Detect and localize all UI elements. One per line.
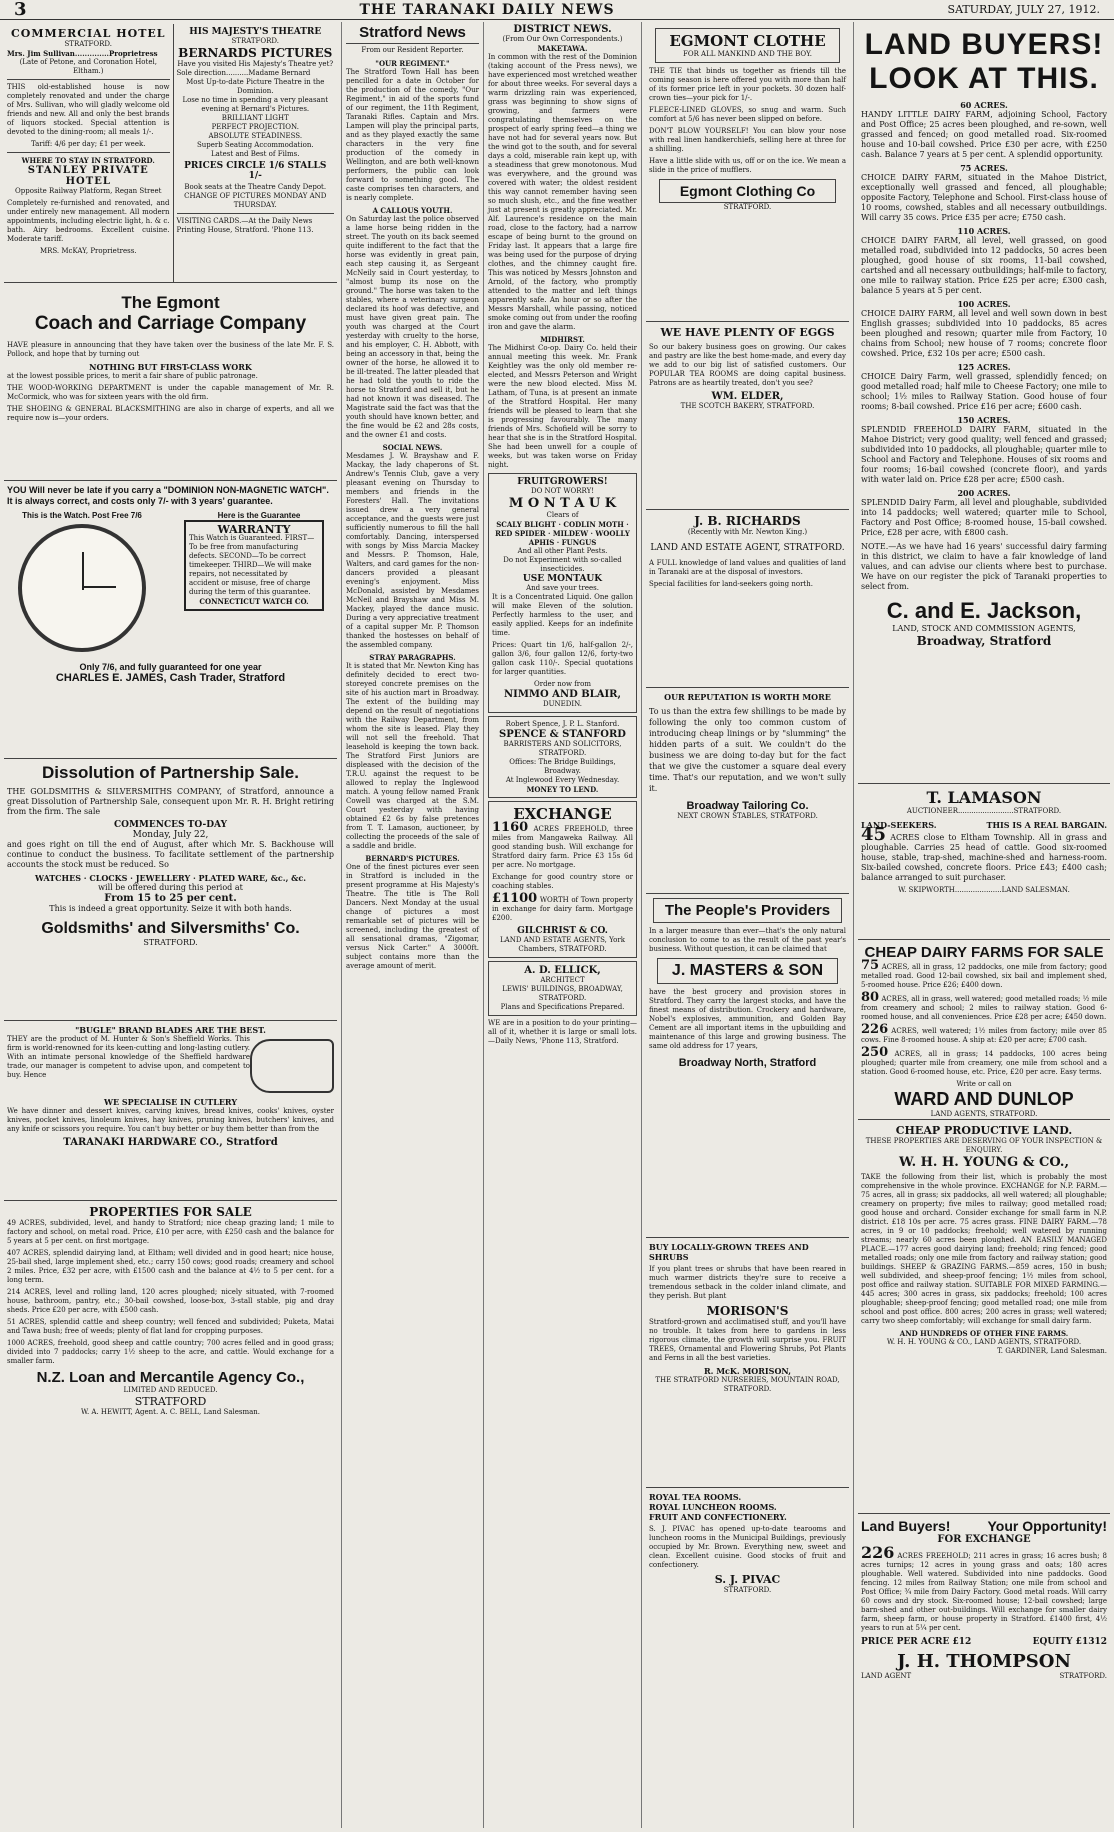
- ad-body: ACRES FREEHOLD, three miles from Mangaweka Railway. All good standing bush. Will exchange for Stratford dairy farm. Price £3 15s 6d per acre. No mortgage.: [492, 825, 633, 869]
- ad-place: STRATFORD.: [64, 40, 113, 48]
- masters-grocery-ad: [646, 894, 849, 1238]
- column-5: [854, 22, 1114, 1828]
- jackson-land-ad: [858, 24, 1110, 784]
- acreage: 1160: [492, 820, 529, 835]
- ad-inglewood: At Inglewood Every Wednesday.: [505, 776, 620, 784]
- ad-place: STRATFORD.: [1059, 1672, 1107, 1680]
- ad-limited: LIMITED AND REDUCED.: [123, 1386, 218, 1394]
- ad-title: STANLEY PRIVATE HOTEL: [27, 165, 149, 187]
- ad-role: LAND AND ESTATE AGENT, STRATFORD.: [650, 543, 845, 553]
- theatre-line: ABSOLUTE STEADINESS.: [208, 132, 303, 140]
- ad-title: BUY LOCALLY-GROWN TREES AND SHRUBS: [649, 1242, 809, 1262]
- ad-name: WM. ELDER,: [711, 391, 784, 402]
- theatre-place: STRATFORD.: [231, 37, 280, 45]
- ad-name: S. J. PIVAC: [714, 1573, 781, 1586]
- ad-body: DON'T BLOW YOURSELF! You can blow your nose with real linen handkerchiefs, selling here at three for a shilling.: [649, 127, 846, 153]
- ad-title: CHEAP PRODUCTIVE LAND.: [895, 1124, 1073, 1137]
- ad-sub: (Recently with Mr. Newton King.): [687, 528, 808, 536]
- news-body: One of the finest pictures ever seen in Stratford is included in the present programme at His Majesty's Theatre. The title is The Roll Dancers. Next Monday at the usual change of pictures a most remarkable set of pictures will be screened, including the greatest of all sensational dramas, "Zigomar, versus Nick Carter." A 3000ft. subject contains more than the average amount of merit.: [346, 863, 479, 970]
- ad-body: TAKE the following from their list, which is probably the most comprehensive in the whole province. EXCHANGE for N.P. FARM.—75 acres, all in grass; six paddocks, all well watered; all ploughable; creamery on property; five miles to railway; good metalled road; good house and orchard. Consider exchange for small farm in N.P. district. £18 10s per acre. 75 acres grass. FINE DAIRY FARM.—78 acres, in 9 or 10 paddocks; freehold; well watered by running streams; nearly 60 acres been ploughed. AN EASILY MANAGED PLACE.—177 acres good dairying land; freehold; ring fenced; good metalled roads; only one mile from factory and railway station; good buildings. SHEEP & GRAZING FARMS.—859 acres, 150 in bush; well subdivided, and sheep-proof fencing; 1½ miles from school, post office and railway station. SUITABLE FOR MIXED FARMING.—445 acres; 300 acres in grass, six paddocks; freehold; 100 acres ploughable; sheep-proof fencing; good metalled road; one mile from school and post office. 800 acres; 200 acres in grass; well watered; carry two sheep comfortably; will exchange for small dairy farm.: [861, 1173, 1107, 1325]
- listing-body: CHOICE Dairy Farm, well grassed, splendidly fenced; on good metalled road; half mile to Cheese Factory; one mile to school; 1½ miles to Railway Station. Good house of four rooms; 8-bail cowshed. Price £16 per acre; £600 cash.: [861, 372, 1107, 411]
- listing-body: CHOICE DAIRY FARM, all level and well sown down in best English grasses; subdivided into 10 paddocks, 85 acres been ploughed and resown; quarter mile from Factory, 10 chains from School; new house of 7 rooms; concrete floor cowshed. Price, £32 10s per acre; £500 cash.: [861, 309, 1107, 358]
- ad-items: WATCHES · CLOCKS · JEWELLERY · PLATED WARE, &c., &c.: [34, 873, 307, 883]
- architect-ad: [488, 961, 637, 1016]
- coach-company-ad: [4, 283, 337, 481]
- masthead: [0, 0, 1114, 20]
- theatre-line: BRILLIANT LIGHT: [221, 114, 289, 122]
- ad-place: Opposite Railway Platform, Regan Street: [15, 187, 162, 195]
- ad-title: PROPERTIES FOR SALE: [89, 1205, 252, 1219]
- listing-body: HANDY LITTLE DAIRY FARM, adjoining School, Factory and Post Office; 25 acres been ploughed, and re-sown, well grassed and fenced; on good metalled road. Six-roomed house and 10-bail cowshed. Price £30 per acre, with £250 cash. Balance 7 years at 5 per cent. A splendid opportunity.: [861, 110, 1107, 159]
- section-title: DISTRICT NEWS.: [513, 24, 612, 35]
- ad-body: Stratford-grown and acclimatised stuff, and you'll have no trouble. It takes from here to gardens in less rigorous climate, the growth will surprise you. FRUIT TREES, Ornamental and Flowering Shrubs, Pot Plants and Ferns in all the best varieties.: [649, 1318, 846, 1362]
- acreage: 250: [861, 1045, 889, 1060]
- ad-line: ROYAL TEA ROOMS.: [649, 1492, 742, 1502]
- column-3: [484, 22, 642, 1828]
- ad-body: have the best grocery and provision stores in Stratford. They carry the largest stocks, and have the finest means of distribution. Crockery and hardware, Nobel's explosives, ammunition, and Golden Bay Cement are all important items in the upbuilding and maintenance of this large and growing business. The same old address for 17 years,: [649, 988, 846, 1050]
- ad-body: ACRES close to Eltham Township. All in grass and ploughable. Carries 25 head of cattle. Good six-roomed house, stable, trap-shed, machine-shed and harness-room. Six-bailed cowshed, concrete floors. Price £43; £400 cash; balance arranged to suit purchaser.: [861, 833, 1107, 882]
- ad-place: STRATFORD.: [143, 938, 198, 947]
- lamason-ad: [858, 784, 1110, 940]
- ad-offices: Offices: The Bridge Buildings, Broadway.: [509, 758, 616, 775]
- news-heading: SOCIAL NEWS.: [382, 443, 443, 452]
- ad-place: STRATFORD: [134, 1395, 207, 1408]
- ad-body: So our bakery business goes on growing. Our cakes and pastry are like the best home-made, and every day we add to our big list of satisfied customers. Our POPULAR TEA ROOMS are doing capital business. Patrons are as heartily treated, don't you see?: [649, 343, 846, 387]
- ad-firm: Broadway Tailoring Co.: [686, 800, 809, 812]
- ad-body: S. J. PIVAC has opened up-to-date tearooms and luncheon rooms in the Municipal Buildings, previously occupied by Mr. Brown. Everything new, sweet and clean. Excellent cuisine. Good stocks of fruit and confectionery.: [649, 1525, 846, 1569]
- ad-role: LAND AND ESTATE AGENTS, York Chambers, STRATFORD.: [500, 936, 625, 953]
- ad-owner-note: (Late of Petone, and Coronation Hotel, Eltham.): [19, 58, 157, 75]
- ad-address: Broadway, Stratford: [916, 634, 1052, 648]
- ad-address: Broadway North, Stratford: [678, 1057, 817, 1069]
- news-section: [346, 443, 479, 650]
- ad-line: THIS IS A REAL BARGAIN.: [986, 820, 1107, 830]
- ad-pests-more: And all other Plant Pests.: [517, 547, 608, 555]
- exchange-ad: [488, 801, 637, 958]
- bakery-ad: [646, 322, 849, 510]
- byline: From our Resident Reporter.: [361, 46, 464, 54]
- ad-place: DUNEDIN.: [542, 700, 583, 708]
- theatre-prices: PRICES CIRCLE 1/6 STALLS 1/-: [184, 161, 327, 181]
- ad-body: Special facilities for land-seekers going north.: [649, 580, 813, 588]
- montauk-ad: [488, 473, 637, 713]
- news-heading: STRAY PARAGRAPHS.: [369, 653, 456, 662]
- ad-firm: GILCHRIST & CO.: [517, 926, 608, 936]
- theatre-change: CHANGE OF PICTURES MONDAY AND THURSDAY.: [184, 192, 327, 209]
- ad-firm: Goldsmiths' and Silversmiths' Co.: [41, 920, 300, 937]
- news-heading: "OUR REGIMENT.": [375, 59, 450, 68]
- ad-owner: MRS. McKAY, Proprietress.: [39, 247, 137, 255]
- acreage: 75: [861, 958, 880, 973]
- ad-owner: Mrs. Jim Sullivan..............Proprietress: [7, 49, 158, 58]
- ad-firm: SPENCE & STANFORD: [499, 729, 626, 740]
- ad-address: THE STRATFORD NURSERIES, MOUNTAIN ROAD, STRATFORD.: [655, 1376, 840, 1393]
- ad-note: NOTE.—As we have had 16 years' successful dairy farming in this district, we claim to have a fair knowledge of land values, and can advise our clients where best to purchase. We have on our register the pick of Taranaki properties to select from.: [861, 542, 1107, 591]
- listing-body: ACRES, all in grass; 14 paddocks, 100 acres being ploughed; quarter mile from creamery, one mile from school and a station. Good 6-roomed house, etc. Price, £20 per acre. Easy terms.: [861, 1050, 1107, 1076]
- ad-firm: N.Z. Loan and Mercantile Agency Co.,: [36, 1369, 305, 1386]
- ad-closing: This is indeed a great opportunity. Seize it with both hands.: [49, 904, 292, 913]
- commercial-hotel-ad: [4, 24, 174, 282]
- ad-addr: LEWIS' BUILDINGS, BROADWAY, STRATFORD.: [502, 985, 623, 1002]
- ad-money: MONEY TO LEND.: [526, 785, 599, 794]
- ad-role: LAND AGENTS, STRATFORD.: [930, 1110, 1038, 1118]
- ad-name: R. McK. MORISON,: [703, 1366, 791, 1376]
- byline: (From Our Own Correspondents.): [502, 35, 623, 43]
- ad-agent: W. SKIPWORTH.....................LAND SALESMAN.: [898, 886, 1070, 894]
- ad-firm: TARANAKI HARDWARE CO., Stratford: [63, 1137, 278, 1148]
- ad-title: EXCHANGE: [513, 805, 612, 823]
- theatre-line: Latest and Best of Films.: [210, 150, 300, 158]
- acreage: 80: [861, 990, 880, 1005]
- ad-title: Dissolution of Partnership Sale.: [42, 763, 299, 782]
- listing-body: ACRES, well watered; 1½ miles from factory; mile over 85 cows. Fine 8-roomed house. A ship at: £20 per acre; £700 cash.: [861, 1027, 1107, 1044]
- issue-date: SATURDAY, JULY 27, 1912.: [947, 3, 1100, 16]
- listing-heading: 200 ACRES.: [957, 488, 1011, 498]
- acreage: 226: [861, 1022, 889, 1037]
- ward-dunlop-ad: [858, 940, 1110, 1120]
- theatre-line: Lose no time in spending a very pleasant evening at Bernard's Pictures.: [182, 96, 329, 113]
- ad-offered: will be offered during this period at: [98, 883, 243, 892]
- ad-body: In a larger measure than ever—that's the only natural conclusion to come to as the result of the past year's business. Without question, it can be claimed that: [649, 927, 846, 953]
- ad-line: FRUIT AND CONFECTIONERY.: [649, 1512, 787, 1522]
- ad-body: If you plant trees or shrubs that have been reared in much warmer districts they're sure to receive a tremendous setback in the colder inland climate, and they perish. But plant: [649, 1265, 846, 1300]
- ad-title: "BUGLE" BRAND BLADES ARE THE BEST.: [75, 1025, 266, 1035]
- ad-title: OUR REPUTATION IS WORTH MORE: [664, 692, 831, 702]
- ad-tariff: Tariff: 4/6 per day; £1 per week.: [31, 140, 146, 148]
- dissolution-sale-ad: [4, 759, 337, 1021]
- ad-more: AND HUNDREDS OF OTHER FINE FARMS.: [899, 1329, 1069, 1338]
- ad-title: Your Opportunity!: [987, 1518, 1107, 1534]
- ad-headline: YOU Will never be late if you carry a "DOMINION NON-MAGNETIC WATCH". It is always correct, and costs only 7/- with 3 years' guarantee.: [7, 485, 329, 506]
- ad-caption: Here is the Guarantee: [217, 511, 301, 520]
- ad-names: Robert Spence, J. P. L. Stanford.: [505, 720, 620, 728]
- ad-sub: FOR EXCHANGE: [937, 1534, 1031, 1545]
- theatre-director: Sole direction..........Madame Bernard: [176, 69, 311, 77]
- warranty-card: [184, 520, 324, 611]
- ad-specialty: WE SPECIALISE IN CUTLERY: [103, 1097, 238, 1107]
- visiting-cards-notice: VISITING CARDS.—At the Daily News Printing House, Stratford. 'Phone 113.: [176, 217, 314, 234]
- ad-name: T. LAMASON: [926, 788, 1042, 807]
- ad-seller: CHARLES E. JAMES, Cash Trader, Stratford: [55, 672, 286, 684]
- ad-role: ARCHITECT: [540, 976, 585, 984]
- theatre-name: HIS MAJESTY'S THEATRE: [189, 27, 322, 37]
- ad-agents: W. A. HEWITT, Agent. A. C. BELL, Land Salesman.: [80, 1408, 261, 1416]
- egmont-clothe-ad: [646, 24, 849, 322]
- listing-heading: 100 ACRES.: [957, 299, 1011, 309]
- hardware-ad: [4, 1021, 337, 1201]
- ad-plans: Plans and Specifications Prepared.: [500, 1003, 625, 1011]
- ad-body: To us than the extra few shillings to be made by following the only too common custom of introducing cheap linings or by "slumming" the hidden parts of a suit. We couldn't do the business we are doing to-day but for the fact that we give the customer a square deal every time. That's our reputation, and we won't sully it.: [649, 707, 846, 793]
- ad-title: The Egmont: [121, 293, 220, 312]
- ad-clears: Clears of: [546, 511, 579, 519]
- news-section: [346, 59, 479, 203]
- ad-body: THIS old-established house is now completely renovated and under the charge of Mrs. Sullivan, who will gladly welcome old friends and new. All and only the best brands of liquors stocked. Special attention is devoted to the dining-room; all meals 1/-.: [7, 83, 170, 136]
- ad-warning: Do not Experiment with so-called insecticides.: [503, 556, 622, 573]
- ad-use: USE MONTAUK: [522, 574, 603, 584]
- land-agent-ad: [646, 510, 849, 688]
- ad-equity: EQUITY £1312: [1032, 1637, 1107, 1647]
- ad-title: COMMERCIAL HOTEL: [11, 27, 166, 40]
- news-section: [346, 653, 479, 851]
- property-listing: 51 ACRES, splendid cattle and sheep country; well fenced and subdivided; Puketa, Matai and Tawa bush; free of weeds; plenty of flat land for cropping purposes.: [7, 1318, 334, 1335]
- ad-sub: DO NOT WORRY!: [530, 487, 595, 495]
- nursery-ad: [646, 1238, 849, 1488]
- warranty-issuer: CONNECTICUT WATCH CO.: [199, 597, 309, 606]
- ad-body: Completely re-furnished and renovated, and under entirely new management. All modern appointments, including electric light, h. & c. bath. Airy bedrooms. Excellent cuisine. Moderate tariff.: [7, 199, 170, 243]
- ad-firm: MORISON'S: [706, 1304, 789, 1318]
- ad-title: WE HAVE PLENTY OF EGGS: [660, 326, 835, 339]
- listing-heading: 110 ACRES.: [957, 226, 1011, 236]
- pointing-hand-icon: [250, 1039, 334, 1093]
- properties-for-sale-ad: [4, 1201, 337, 1501]
- listing-body: SPLENDID FREEHOLD DAIRY FARM, situated in the Mahoe District; very good quality; well fenced and grassed; subdivided into 10 paddocks, all ploughable; quarter mile to School and Factory and Telephone. Houses of six rooms and four rooms; 16-bail cowshed (concrete floor), and yards with water laid on. Price £28 per acre; £500 cash.: [861, 425, 1107, 484]
- ad-body: at the lowest possible prices, to merit a fair share of public patronage.: [7, 372, 258, 380]
- listing-body: SPLENDID Dairy Farm, all level and ploughable, subdivided into 14 paddocks; well watered; quarter mile to School, Factory and Post Office; 8-roomed house, 15-bail cowshed. Price, £28 per acre, with £800 cash.: [861, 498, 1107, 537]
- news-heading: A CALLOUS YOUTH.: [372, 206, 453, 215]
- ad-firm: THE SCOTCH BAKERY, STRATFORD.: [680, 402, 815, 410]
- tailoring-ad: [646, 688, 849, 894]
- ad-line: LAND-SEEKERS.: [861, 820, 937, 830]
- printing-notice: WE are in a position to do your printing—all of it, whether it is large or small lots.—Daily News, 'Phone 113, Stratford.: [488, 1019, 637, 1045]
- section-title: Stratford News: [346, 24, 479, 44]
- theatre-ad: [174, 24, 338, 282]
- ad-name: J. H. THOMPSON: [897, 1651, 1071, 1672]
- listing-body: CHOICE DAIRY FARM, all level, well grassed, on good metalled road, subdivided into 12 paddocks, 50 acres been ploughed, good house of six rooms, 11-bail cowshed, cartshed and all necessary outbuildings; half-mile to factory, one mile to railway station. Price £25 per acre; £300 cash, balance 5 years at 5 per cent.: [861, 236, 1107, 295]
- ad-title: LOOK AT THIS.: [869, 62, 1099, 95]
- ad-body: FLEECE-LINED GLOVES, so snug and warm. Such comfort at 5/6 has never been slipped on before.: [649, 106, 846, 123]
- column-2: [342, 22, 484, 1828]
- theatre-title: BERNARDS PICTURES: [178, 46, 333, 60]
- news-body: In common with the rest of the Dominion (taking account of the Press news), we have experienced most wretched weather for about three weeks. For several days a warm drizzling rain was experienced, grass was beginning to show signs of growing, and farmers were congratulating themselves on the prospect of early spring feed—a thing we have not had for several years now. But the wind got to the south, and for several days a cold, miserable rain kept up, with a steadiness that grew monotonous. Mud was everywhere, and the ground was covered with water; the oldest resident this way cannot remember having seen so much slush, etc., and the fine weather just at present is greatly appreciated. Mr. Alf. Laurence's residence on the main road, close to the factory, had a narrow escape of being burnt to the ground on Friday last. It appears that a large fire was being used for the purpose of drying clothes, and the chimney caught fire. This was noticed by Messrs Johnston and Arnold, of the factory, who promptly attended to the matter and left things apparently safe. An hour or so after the Messrs Marshall, while passing, noticed smoke coming out from under the roofing iron and gave the alarm.: [488, 53, 637, 331]
- listing-heading: 150 ACRES.: [957, 415, 1011, 425]
- ad-body: A FULL knowledge of land values and qualities of land in Taranaki are at the disposal of investors.: [649, 559, 846, 576]
- ad-role: AUCTIONEER.........................STRATFORD.: [906, 807, 1062, 815]
- ad-firm: Egmont Clothing Co: [679, 183, 816, 199]
- ad-salesman: T. GARDINER, Land Salesman.: [997, 1347, 1107, 1355]
- ad-title: EGMONT CLOTHE: [669, 32, 826, 50]
- amount: £1100: [492, 891, 538, 906]
- pocket-watch-icon: [18, 524, 146, 652]
- ad-title: LAND BUYERS!: [864, 28, 1104, 61]
- ad-place: STRATFORD.: [723, 1586, 772, 1594]
- listing-body: ACRES, all in grass, 12 paddocks, one mile from factory; good metalled road. Good 12-bail cowshed, six bail and implement shed, 5-roomed house. Price £26; £400 down.: [861, 963, 1107, 989]
- listing-heading: 125 ACRES.: [957, 362, 1011, 372]
- ad-title: The People's Providers: [664, 902, 831, 919]
- ad-title: Land Buyers!: [861, 1518, 951, 1534]
- warranty-title: WARRANTY: [217, 523, 291, 536]
- ad-line: ROYAL LUNCHEON ROOMS.: [649, 1502, 777, 1512]
- ad-name: J. B. RICHARDS: [694, 514, 801, 528]
- news-heading: MIDHIRST.: [540, 335, 585, 344]
- ad-place: NEXT CROWN STABLES, STRATFORD.: [677, 812, 818, 820]
- property-listing: 407 ACRES, splendid dairying land, at Eltham; well divided and in good heart; nice house, 25-bail shed, large implement shed, etc.; carry 150 cows; good roads; creamery and school 2 miles. Price, £32 per acre, with £1500 cash and the balance at 4½ to 5 per cent. for a long term.: [7, 1249, 334, 1284]
- ad-firm: W. H. H. YOUNG & CO.,: [899, 1155, 1069, 1170]
- ad-price: PRICE PER ACRE £12: [861, 1637, 972, 1647]
- ad-save: And save your trees.: [526, 584, 599, 592]
- ad-body: THEY are the product of M. Hunter & Son's Sheffield Works. This firm is world-renowned for its keen-cutting and long-lasting cutlery. With an intimate personal knowledge of the Sheffield hardware trade, our manager is competent to advise upon, and competent to buy. Hence: [7, 1035, 250, 1079]
- page-number: 3: [14, 0, 27, 20]
- ad-discount: From 15 to 25 per cent.: [104, 893, 237, 904]
- news-heading: BERNARD'S PICTURES.: [365, 854, 460, 863]
- property-listing: 214 ACRES, level and rolling land, 120 acres ploughed; nicely situated, with 7-roomed house, bathroom, pantry, etc.; 30-bail cowshed, loose-box, 3-stall stable, pig and dray sheds. Price £20 per acre, with £500 cash.: [7, 1288, 334, 1314]
- ad-body: THE GOLDSMITHS & SILVERSMITHS COMPANY, of Stratford, announce a great Dissolution of Partnership Sale, consequent upon Mr. R. H. Bright retiring from the firm. The sale: [7, 787, 334, 816]
- acreage: 226: [861, 1543, 895, 1562]
- news-section: [346, 206, 479, 440]
- warranty-body: This Watch is Guaranteed. FIRST—To be free from manufacturing defects. SECOND—To be correct timekeeper. THIRD—We will make repairs, not necessitated by accident or misuse, free of charge during the term of this guarantee.: [189, 534, 315, 596]
- ad-body: Exchange for good country store or coaching stables.: [492, 873, 633, 890]
- watch-ad: [4, 481, 337, 759]
- ad-sub: THESE PROPERTIES ARE DESERVING OF YOUR INSPECTION & ENQUIRY.: [865, 1137, 1103, 1154]
- ad-role: LAND, STOCK AND COMMISSION AGENTS,: [892, 624, 1076, 633]
- place-heading: MAKETAWA.: [537, 44, 588, 53]
- ad-head: FRUITGROWERS!: [517, 477, 608, 487]
- listing-heading: 75 ACRES.: [960, 163, 1008, 173]
- news-body: Mesdames J. W. Brayshaw and F. Mackay, the lady chaperons of St. Andrew's Tennis Club, gave a very pleasant evening on Thursday to members and friends in the Foresters' Hall. The invitations issued drew a very general acceptance, and the guests were just sufficiently numerous to fill the hall comfortably. Dancing, interspersed with songs by Miss Marcia Mackey and Messrs. P. Thomson, Hale, Walters, and card games for the non-dancers provided a pleasant evening's enjoyment. Miss McDonald, assisted by Mesdames McNeil and Brayshaw and Miss M. Mackey, played the dance music. During a very appreciative treatment of a capital supper Mr. P. Thomson thanked the hostesses on behalf of the assembled company.: [346, 452, 479, 649]
- ad-intro: WHERE TO STAY IN STRATFORD.: [21, 156, 155, 165]
- ad-title: M O N T A U K: [508, 496, 617, 511]
- tearooms-ad: [646, 1488, 849, 1628]
- listing-body: ACRES, all in grass, well watered; good metalled roads; ½ mile from creamery and school; 2 miles to railway station. Good 6-roomed house, and all conveniences. Price £28 per acre; £450 down.: [861, 995, 1107, 1021]
- ad-place: STRATFORD.: [723, 203, 772, 211]
- listing-body: CHOICE DAIRY FARM, situated in the Mahoe District, exceptionally well grassed and fenced, all ploughable; opposite Factory, Telephone and School. First-class house of 10 rooms, cowshed, stables and all necessary outbuildings. Will carry 35 cows. Price £35 per acre; £750 cash.: [861, 173, 1107, 222]
- ad-write: Write or call on: [956, 1080, 1012, 1088]
- ad-firm: C. and E. Jackson,: [886, 598, 1082, 623]
- ad-body: THE TIE that binds us together as friends till the coming season is here offered you with more than half of its former price left in your pockets. 30 dozen half-crown ties—your pick for 1/-.: [649, 67, 846, 102]
- ad-pests: SCALY BLIGHT · CODLIN MOTH · RED SPIDER · MILDEW · WOOLLY APHIS · FUNGUS: [495, 520, 630, 547]
- ad-caption: This is the Watch. Post Free 7/6: [22, 511, 142, 520]
- theatre-line: PERFECT PROJECTION.: [211, 123, 299, 131]
- ad-body: ACRES FREEHOLD; 211 acres in grass; 16 acres bush; 8 acres turnips; 12 acres in young grass and oats; 180 acres ploughable. Well watered. Subdivided into nine paddocks. Good fencing. 12 miles from Railway Station; one mile from school and Post Office; ¾ mile from Dairy Factory. Good metal roads. Will carry 60 cows and dry stock. Six-roomed house; 12-bail cowshed; large barn-shed and other out-buildings. Will exchange for smaller dairy farm, sheep farm, or house property in Stratford. £1400 first, 4½ years to run at 5¼ per cent.: [861, 1552, 1108, 1632]
- ad-sub: FOR ALL MANKIND AND THE BOY.: [682, 50, 813, 58]
- ad-order: Order now from: [533, 680, 591, 688]
- news-body: The Midhirst Co-op. Dairy Co. held their annual meeting this week. Mr. Frank Keightley was the only old member re-elected, and Messrs Peterson and Wright were the new blood elected. Miss M. Latham, of Tuna, is at present an inmate of the Stratford Hospital. Her many friends will be pleased to learn that she is progressing favourably. The many friends of Mrs. Schofield will be sorry to hear that she is in the Stratford Hospital. She had been unwell for a couple of weeks, but was taken worse on Friday night.: [488, 344, 637, 469]
- ad-title: Coach and Carriage Company: [34, 313, 307, 334]
- newspaper-title: THE TARANAKI DAILY NEWS: [359, 1, 615, 18]
- property-listing: 1000 ACRES, freehold, good sheep and cattle country; 700 acres felled and in good grass; divided into 7 paddocks; carry 1½ sheep to the acre, and cattle. Would exchange for a smaller farm.: [7, 1339, 334, 1365]
- ad-tagline: Only 7/6, and fully guaranteed for one year: [79, 662, 262, 672]
- ad-body: We have dinner and dessert knives, carving knives, bread knives, cooks' knives, oyster knives, pocket knives, linoleum knives, hay knives, pruning knives, butchers' knives, and any knife or scissors you require. You can't buy better or buy them better than from the: [7, 1107, 334, 1133]
- theatre-line: Most Up-to-date Picture Theatre in the Dominion.: [186, 78, 325, 95]
- ad-body: WORTH of Town property in exchange for dairy farm. Mortgage £200.: [492, 896, 633, 922]
- news-body: The Stratford Town Hall has been pencilled for a date in October for the production of the comedy, "Our Regiment," in aid of the sports fund of our regiment, the 11th Regiment, Taranaki Rifles. Captain and Mrs. Lampen will play the principal parts, and as they played exactly the same characters in the very fine production of the comedy in Wellington, and are both well-known performers, the public can look forward to something good. The caste comprises ten characters, and is nearly complete.: [346, 68, 479, 202]
- ad-firm: J. MASTERS & SON: [671, 962, 824, 979]
- ad-prices: Prices: Quart tin 1/6, half-gallon 2/-, gallon 3/6, four gallon 12/6, forty-two gallon cask 110/-. Special quotations for larger quantities.: [492, 641, 633, 676]
- ad-body: HAVE pleasure in announcing that they have taken over the business of the late Mr. F. S. Pollock, and hope that by turning out: [7, 341, 334, 358]
- thompson-ad: [858, 1514, 1110, 1814]
- ad-date: Monday, July 22,: [132, 830, 209, 840]
- theatre-question: Have you visited His Majesty's Theatre yet?: [177, 60, 334, 68]
- property-listing: 49 ACRES, subdivided, level, and handy to Stratford; nice cheap grazing land; 1 mile to factory and school, on metal road. Price, £10 per acre, with £250 cash and the balance for 5 years at 5 per cent. on first mortgage.: [7, 1219, 334, 1245]
- column-4: [642, 22, 854, 1828]
- news-body: On Saturday last the police observed a lame horse being ridden in the street. The youth on its back seemed quite indifferent to the fact that the horse was evidently in great pain, each step causing it, as Sergeant McNeily said in Court yesterday, to "almost bump its nose on the ground." The horse was taken to the stables, where a veterinary surgeon declared its hoof was defective, and must have given great pain. The youth was charged at the Court yesterday with cruelty to the horse, and his employer, C. H. Abbott, with being an accessory in that, being the owner of the horse, he allowed it to be ill-treated. The latter pleaded that he had told the youth to ride the horse to Stratford and sell it, but he had not known it was diseased. The Magistrate said the fact was that the youth should have known better, and the fine would be £2 and 28s costs, and the owner £1 and costs.: [346, 215, 479, 439]
- ad-body: It is a Concentrated Liquid. One gallon will make Eleven of the solution. Perfectly harmless to the user, and easily applied. Keeps for an indefinite time.: [492, 593, 633, 637]
- ad-body: THE SHOEING & GENERAL BLACKSMITHING are also in charge of experts, and all we require now is—your orders.: [7, 405, 334, 422]
- theatre-line: Superb Seating Accommodation.: [196, 141, 314, 149]
- ad-body: Have a little slide with us, off or on the ice. We mean a slide in the price of mufflers.: [649, 157, 846, 174]
- ad-agents: W. H. H. YOUNG & CO., LAND AGENTS, STRATFORD.: [886, 1338, 1082, 1346]
- solicitors-ad: [488, 716, 637, 798]
- ad-motto: NOTHING BUT FIRST-CLASS WORK: [89, 362, 252, 372]
- ad-name: A. D. ELLICK,: [524, 965, 601, 976]
- news-body: It is stated that Mr. Newton King has definitely decided to erect two-storeyed concrete premises on the site of his auction mart in Broadway. The extent of the building may depend on the result of negotiations with the Railway Department, from whom the site is leased. Play they will not sell the freehold. That leasehold is keeping the town back. The Stratford First Juniors are displeased with the decision of the T.R.U. against the request to be allowed to replay the Inglewood match. A young fellow named Frank Cowell was charged at the S.M. Court yesterday with having obtained £2 6s by false pretences from T. T. Lamason, auctioneer, by collecting the proceeds of the sale of a saddle and bridle.: [346, 662, 479, 850]
- ad-commences: COMMENCES TO-DAY: [113, 820, 228, 830]
- theatre-booking: Book seats at the Theatre Candy Depot.: [184, 183, 327, 191]
- column-1: [0, 22, 342, 1828]
- news-section: [346, 854, 479, 971]
- ad-body: and goes right on till the end of August, after which Mr. S. Backhouse will continue to conduct the business. To facilitate settlement of the partnership accounts the stock must be reduced. So: [7, 840, 334, 869]
- ad-role: LAND AGENT: [861, 1672, 912, 1680]
- ad-role: BARRISTERS AND SOLICITORS, STRATFORD.: [503, 740, 622, 757]
- acreage: 45: [861, 824, 887, 845]
- ad-body: THE WOOD-WORKING DEPARTMENT is under the capable management of Mr. R. McCormick, who was for sixteen years with the old firm.: [7, 384, 334, 401]
- ad-firm: WARD AND DUNLOP: [894, 1089, 1074, 1109]
- listing-heading: 60 ACRES.: [960, 100, 1008, 110]
- ad-title: CHEAP DAIRY FARMS FOR SALE: [864, 944, 1104, 961]
- young-land-ad: [858, 1120, 1110, 1514]
- ad-firm: NIMMO AND BLAIR,: [504, 689, 621, 700]
